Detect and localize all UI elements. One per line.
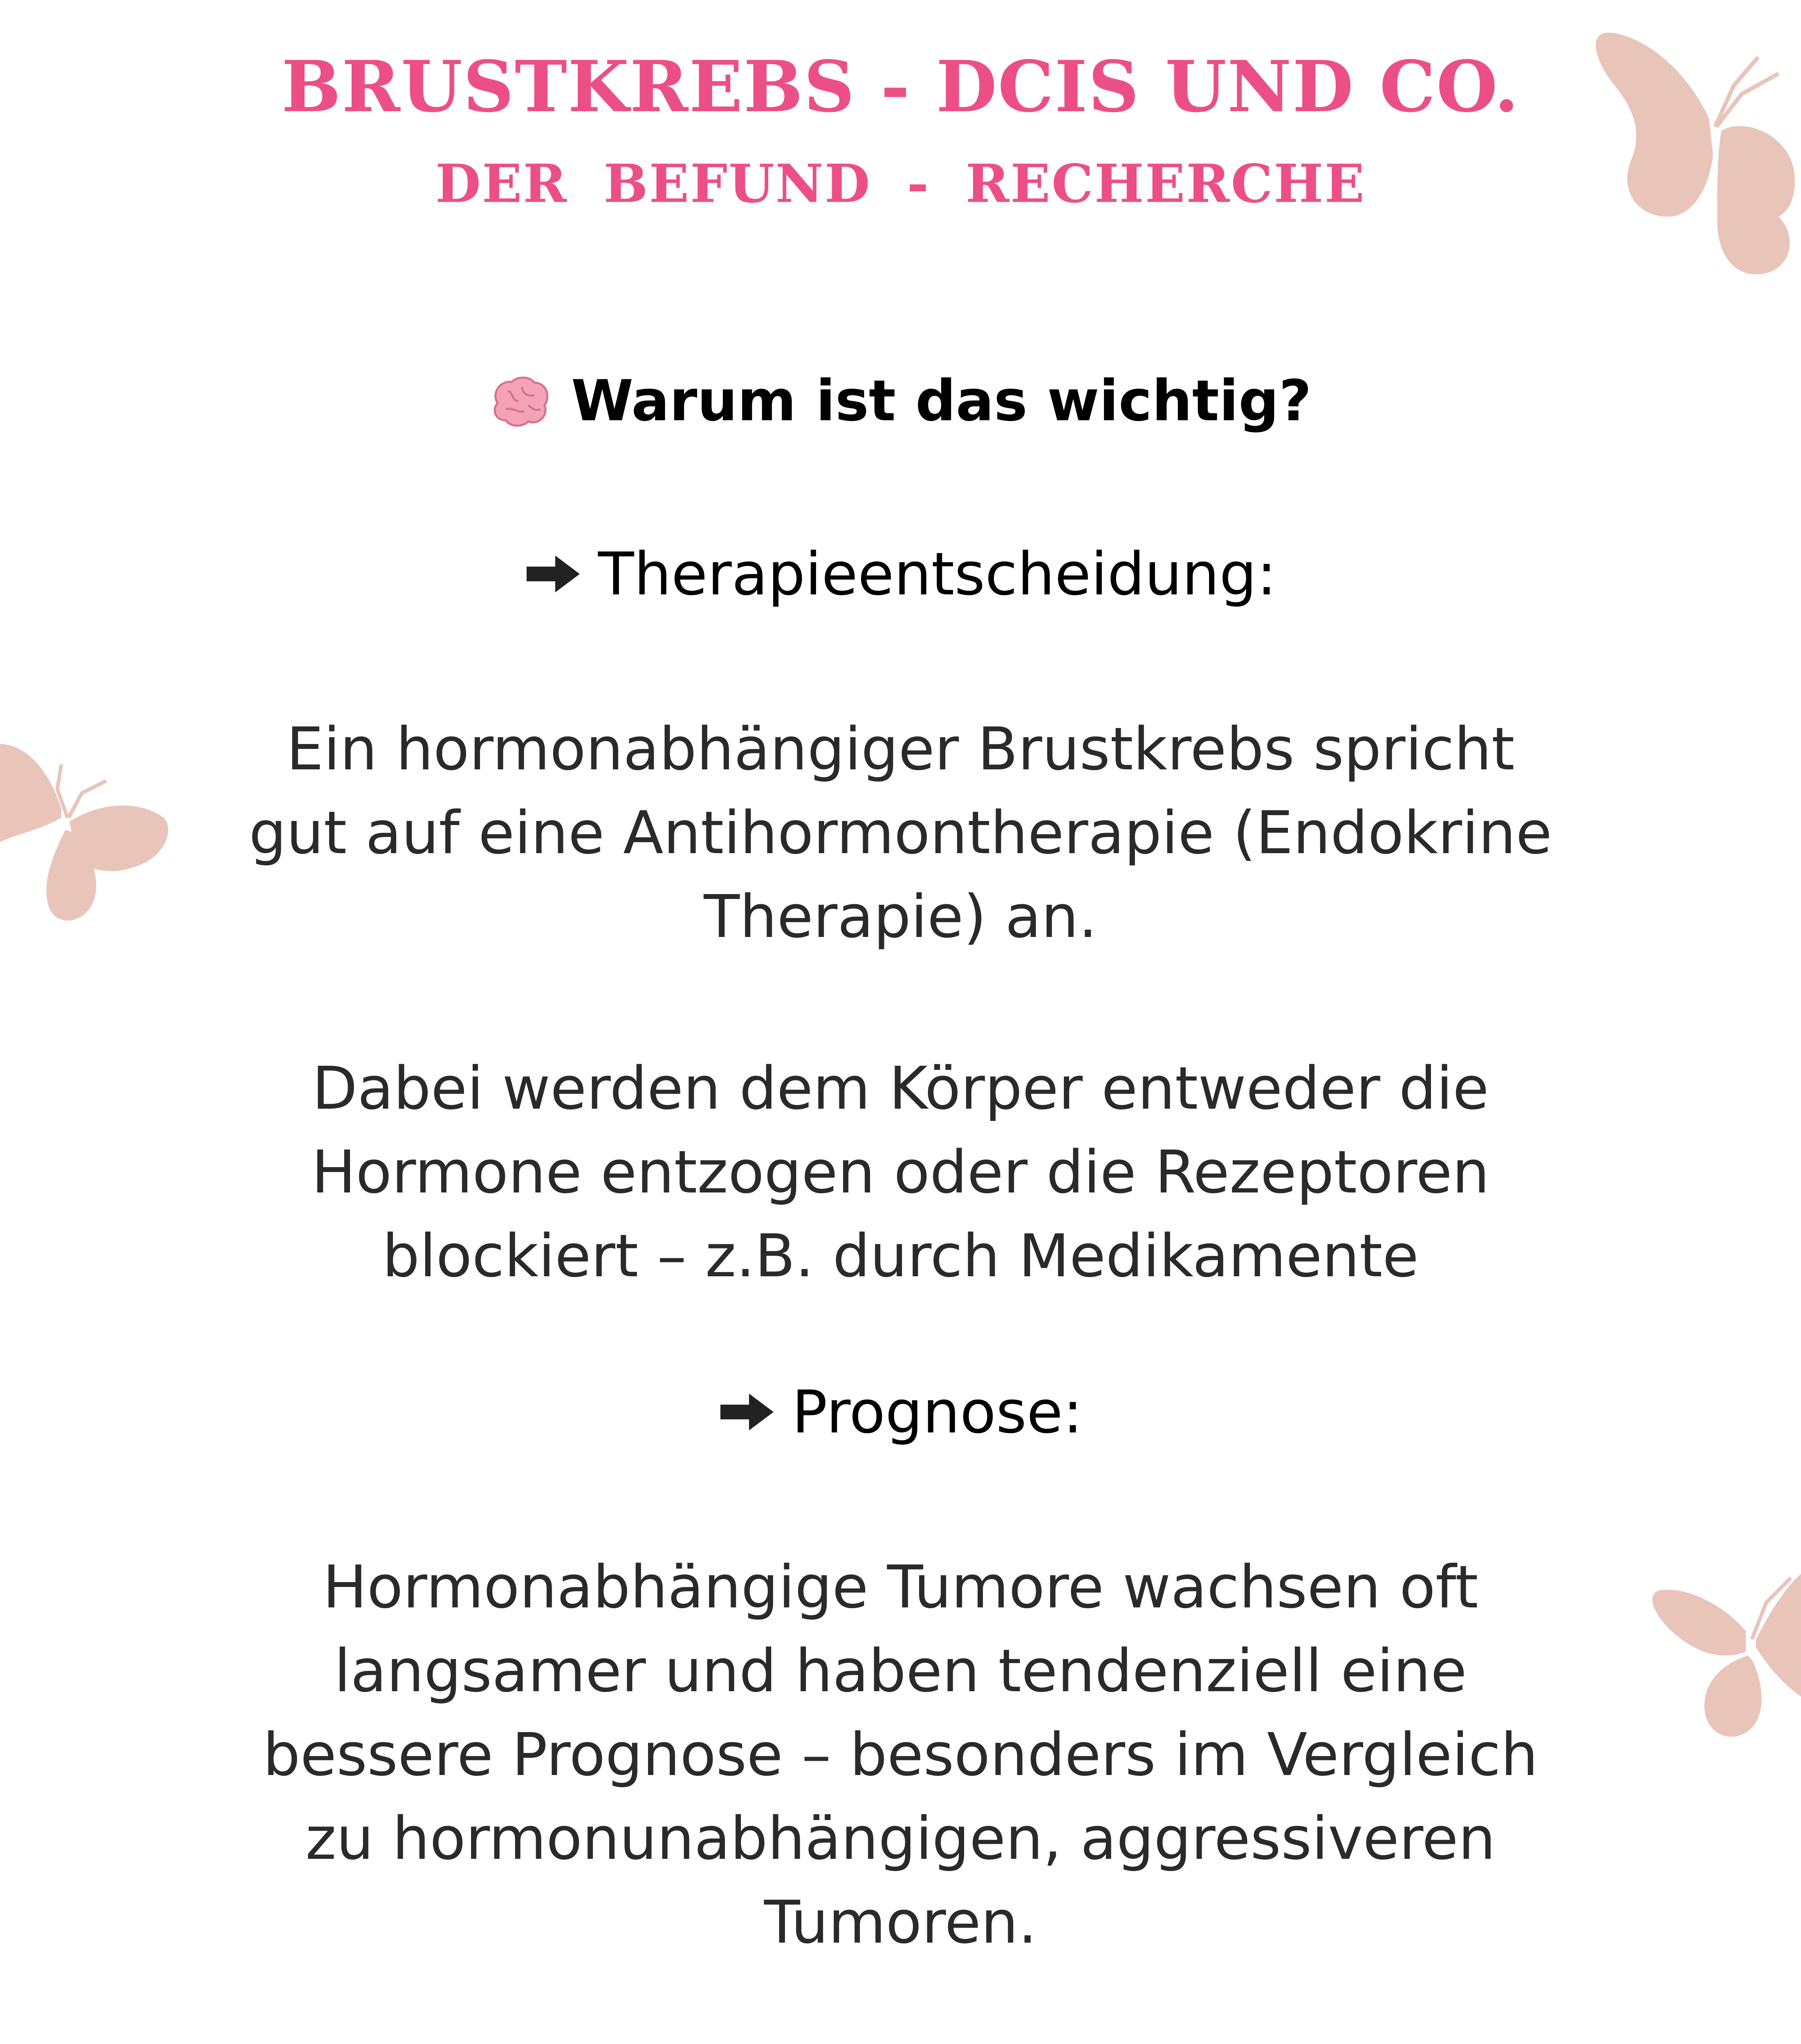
therapy-label (0, 540, 1801, 608)
text-line: blockiert – z.B. durch Medikamente (382, 1221, 1419, 1290)
arrow-right-icon (525, 554, 582, 594)
brain-icon (489, 374, 551, 428)
therapy-paragraph-1 (221, 707, 1580, 959)
text-line: Tumoren. (764, 1888, 1037, 1957)
text-line: Hormonabhängige Tumore wachsen oft (323, 1553, 1478, 1621)
text-line: Hormone entzogen oder die Rezeptoren (311, 1138, 1490, 1206)
text-line: bessere Prognose – besonders im Vergleich (263, 1720, 1538, 1789)
page-subtitle: DER BEFUND - RECHERCHE (435, 153, 1366, 215)
section-heading (0, 368, 1801, 434)
text-line: langsamer und haben tendenziell eine (334, 1636, 1467, 1705)
arrow-right-icon (718, 1392, 776, 1432)
prognosis-label-text: Prognose: (792, 1378, 1083, 1446)
section-heading-text: Warum ist das wichtig? (571, 368, 1312, 434)
prognosis-paragraph (221, 1545, 1580, 1964)
prognosis-label (0, 1378, 1801, 1446)
therapy-paragraph-2 (221, 1047, 1580, 1298)
text-line: zu hormonunabhängigen, aggressiveren (305, 1804, 1496, 1873)
text-line: Ein hormonabhängiger Brustkrebs spricht (286, 715, 1515, 783)
text-line: Dabei werden dem Körper entweder die (312, 1054, 1489, 1123)
butterfly-right-icon (1652, 1562, 1801, 1750)
text-line: Therapie) an. (704, 882, 1097, 951)
butterfly-left-icon (0, 736, 172, 924)
page-title: BRUSTKREBS - DCIS UND CO. (281, 45, 1520, 128)
text-line: gut auf eine Antihormontherapie (Endokrine (249, 798, 1552, 867)
therapy-label-text: Therapieentscheidung: (598, 540, 1277, 608)
